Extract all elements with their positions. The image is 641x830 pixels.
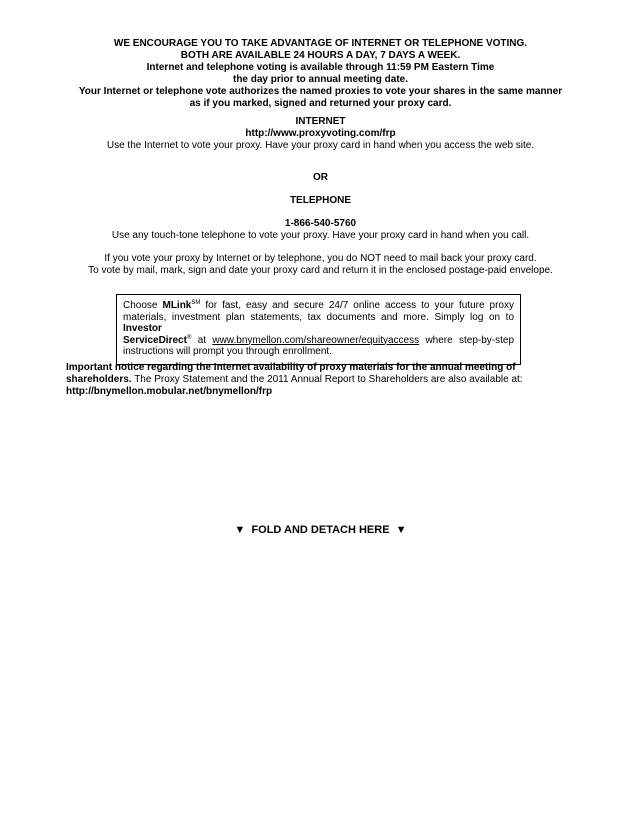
- mlink-investor: Investor: [123, 323, 162, 334]
- triangle-down-icon: ▼: [234, 524, 246, 536]
- telephone-section: [60, 195, 581, 207]
- mail-section: [60, 253, 581, 277]
- mlink-line-1: [123, 300, 514, 312]
- mlink-brand: MLink: [162, 300, 192, 311]
- telephone-detail: [60, 218, 581, 242]
- intro-line-4: the day prior to annual meeting date.: [232, 74, 409, 85]
- mlink-choose: Choose: [123, 300, 158, 311]
- internet-url[interactable]: http://www.proxyvoting.com/frp: [245, 128, 396, 139]
- telephone-instructions: Use any touch-tone telephone to vote your proxy. Have your proxy card in hand when you call.: [111, 230, 530, 241]
- mlink-text-4: instructions will prompt you through enrollment.: [123, 346, 332, 357]
- notice-url[interactable]: http://bnymellon.mobular.net/bnymellon/frp: [66, 386, 273, 397]
- intro-line-6: as if you marked, signed and returned your proxy card.: [189, 98, 452, 109]
- intro-line-1: WE ENCOURAGE YOU TO TAKE ADVANTAGE OF INTERNET OR TELEPHONE VOTING.: [113, 38, 528, 49]
- internet-instructions: Use the Internet to vote your proxy. Have your proxy card in hand when you access the web site.: [106, 140, 535, 151]
- internet-heading: INTERNET: [295, 116, 346, 127]
- mlink-line-3: [123, 335, 514, 347]
- fold-label: FOLD AND DETACH HERE: [251, 524, 390, 536]
- mlink-text-1: for fast, easy and secure 24/7 online access to your future proxy: [205, 300, 514, 311]
- mlink-at: at: [197, 334, 207, 346]
- intro-line-3: Internet and telephone voting is available through 11:59 PM Eastern Time: [146, 62, 495, 73]
- mlink-service-mark: SM: [191, 300, 201, 306]
- mlink-text-2: materials, investment plan statements, tax documents and more. Simply log on to: [123, 311, 514, 323]
- mlink-text-3: where step-by-step: [425, 334, 515, 346]
- telephone-heading: TELEPHONE: [289, 195, 352, 206]
- availability-notice: [66, 362, 576, 398]
- telephone-number: 1-866-540-5760: [284, 218, 357, 229]
- mlink-line-2: [123, 312, 514, 335]
- mlink-box: [116, 294, 521, 365]
- fold-detach-line: [0, 524, 641, 536]
- or-label: OR: [313, 172, 328, 183]
- voting-intro: [60, 38, 581, 110]
- mlink-service: ServiceDirect: [123, 334, 187, 346]
- intro-line-5: Your Internet or telephone vote authorizes the named proxies to vote your shares in the same manner: [78, 86, 563, 97]
- triangle-down-icon: ▼: [395, 524, 407, 536]
- internet-section: [60, 116, 581, 152]
- notice-regular: The Proxy Statement and the 2011 Annual Report to Shareholders are also available at:: [131, 374, 523, 385]
- or-separator: [60, 172, 581, 184]
- notice-bold: Important notice regarding the Internet availability of proxy materials for the annual meeting of shareholders.: [66, 362, 516, 385]
- mlink-url[interactable]: www.bnymellon.com/shareowner/equityaccess: [212, 334, 420, 346]
- intro-line-2: BOTH ARE AVAILABLE 24 HOURS A DAY, 7 DAYS A WEEK.: [180, 50, 461, 61]
- mlink-registered-mark: ®: [186, 334, 192, 341]
- mail-line-1: If you vote your proxy by Internet or by telephone, you do NOT need to mail back your proxy card.: [104, 253, 537, 264]
- mail-line-2: To vote by mail, mark, sign and date your proxy card and return it in the enclosed postage-paid envelope.: [88, 265, 553, 276]
